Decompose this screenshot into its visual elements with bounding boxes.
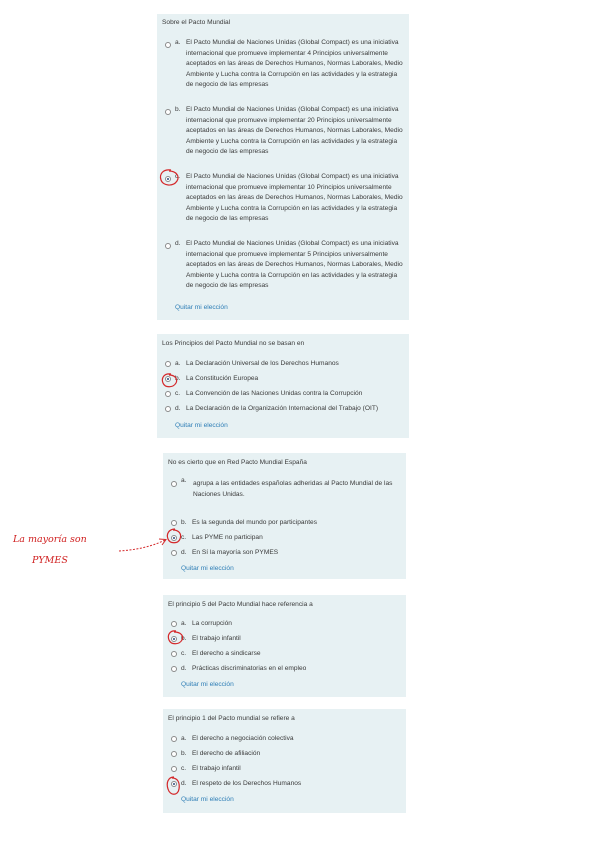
option-letter: b. [175, 106, 181, 113]
option-b[interactable] [165, 105, 403, 169]
option-text: El trabajo infantil [192, 635, 241, 642]
option-letter: c. [175, 173, 181, 180]
radio-button[interactable] [171, 736, 177, 742]
option-text: El trabajo infantil [192, 765, 241, 772]
question-card-4 [163, 595, 406, 697]
option-text: La Constitución Europea [186, 375, 259, 382]
question-text: Sobre el Pacto Mundial [162, 19, 231, 26]
option-d[interactable] [171, 664, 400, 675]
radio-button-selected[interactable] [165, 376, 171, 382]
option-b[interactable] [165, 374, 403, 385]
option-text: Es la segunda del mundo por participantes [192, 519, 317, 526]
clear-choice-link[interactable]: Quitar mi elección [175, 304, 228, 311]
option-letter: c. [181, 765, 187, 772]
radio-button[interactable] [165, 406, 171, 412]
option-d[interactable] [165, 404, 403, 415]
option-c[interactable] [171, 649, 400, 660]
option-letter: d. [181, 665, 187, 672]
option-letter: a. [175, 360, 181, 367]
radio-button[interactable] [165, 42, 171, 48]
option-b[interactable] [171, 634, 400, 645]
radio-button[interactable] [171, 621, 177, 627]
option-text: El derecho a negociación colectiva [192, 735, 294, 742]
option-d[interactable] [165, 239, 403, 303]
handwritten-note-line1: La mayoría son [13, 534, 87, 545]
option-text: El derecho de afiliación [192, 750, 261, 757]
option-c[interactable] [165, 389, 403, 400]
clear-choice-link[interactable]: Quitar mi elección [175, 422, 228, 429]
option-text: El Pacto Mundial de Naciones Unidas (Global Compact) es una iniciativa internacional que promueve implementar 20 Principios universalmente aceptados en las áreas de Derechos Humanos, Normas Laborales, Medio Ambiente y Lucha contra la Corrupción en las actividades y la estrategia de negocio de las empresas [186, 106, 403, 156]
option-letter: d. [175, 405, 181, 412]
option-text: La corrupción [192, 620, 232, 627]
clear-choice-link[interactable]: Quitar mi elección [181, 681, 234, 688]
option-text: El Pacto Mundial de Naciones Unidas (Global Compact) es una iniciativa internacional que promueve implementar 10 Principios universalmente aceptados en las áreas de Derechos Humanos, Normas Laborales, Medio Ambiente y Lucha contra la Corrupción en las actividades y la estrategia de negocio de las empresas [186, 173, 403, 223]
radio-button[interactable] [165, 243, 171, 249]
option-letter: d. [181, 780, 187, 787]
question-text: El principio 1 del Pacto mundial se refiere a [168, 715, 295, 722]
option-c[interactable] [165, 172, 403, 236]
option-d[interactable] [171, 548, 400, 559]
option-letter: b. [181, 635, 187, 642]
option-text: El Pacto Mundial de Naciones Unidas (Global Compact) es una iniciativa internacional que promueve implementar 5 Principios universalmente aceptados en las áreas de Derechos Humanos, Normas Laborales, Medio Ambiente y Lucha contra la Corrupción en las actividades y la estrategia de negocio de las empresas [186, 240, 403, 290]
option-letter: c. [175, 390, 181, 397]
question-card-5 [163, 709, 406, 813]
option-text: El respeto de los Derechos Humanos [192, 780, 302, 787]
option-text: El Pacto Mundial de Naciones Unidas (Global Compact) es una iniciativa internacional que promueve implementar 4 Principios universalmente aceptados en las áreas de Derechos Humanos, Normas Laborales, Medio Ambiente y Lucha contra la Corrupción en las actividades y la estrategia de negocio de las empresas [186, 39, 403, 89]
option-letter: d. [175, 240, 181, 247]
option-b[interactable] [171, 749, 400, 760]
option-letter: c. [181, 650, 187, 657]
option-a[interactable] [165, 38, 403, 102]
question-text: El principio 5 del Pacto Mundial hace referencia a [168, 601, 313, 608]
option-d[interactable] [171, 779, 400, 790]
radio-button[interactable] [165, 391, 171, 397]
handwritten-note-line2: PYMES [32, 555, 68, 566]
question-card-3 [163, 453, 406, 579]
option-b[interactable] [171, 518, 400, 529]
question-card-1 [157, 14, 409, 320]
radio-button-selected[interactable] [171, 781, 177, 787]
option-letter: d. [181, 549, 187, 556]
option-text: Las PYME no participan [192, 534, 263, 541]
radio-button[interactable] [165, 361, 171, 367]
radio-button[interactable] [171, 550, 177, 556]
option-text: La Declaración de la Organización Internacional del Trabajo (OIT) [186, 405, 379, 412]
radio-button[interactable] [171, 520, 177, 526]
question-text: No es cierto que en Red Pacto Mundial España [168, 459, 307, 466]
question-card-2 [157, 334, 409, 438]
option-letter: b. [181, 519, 187, 526]
radio-button[interactable] [165, 109, 171, 115]
radio-button-selected[interactable] [171, 535, 177, 541]
radio-button[interactable] [171, 651, 177, 657]
option-letter: b. [181, 750, 187, 757]
option-text: El derecho a sindicarse [192, 650, 261, 657]
option-letter: a. [181, 477, 187, 484]
option-c[interactable] [171, 533, 400, 544]
option-letter: a. [181, 620, 187, 627]
option-a[interactable] [165, 359, 403, 370]
radio-button-selected[interactable] [165, 176, 171, 182]
option-text: Prácticas discriminatorias en el empleo [192, 665, 307, 672]
radio-button[interactable] [171, 751, 177, 757]
option-text: La Convención de las Naciones Unidas contra la Corrupción [186, 390, 363, 397]
radio-button[interactable] [171, 766, 177, 772]
clear-choice-link[interactable]: Quitar mi elección [181, 796, 234, 803]
radio-button-selected[interactable] [171, 636, 177, 642]
question-text: Los Principios del Pacto Mundial no se basan en [162, 340, 305, 347]
option-text: En Sí la mayoría son PYMES [192, 549, 279, 556]
option-a[interactable] [171, 619, 400, 630]
option-a[interactable] [171, 479, 400, 501]
option-letter: c. [181, 534, 187, 541]
clear-choice-link[interactable]: Quitar mi elección [181, 565, 234, 572]
option-letter: b. [175, 375, 181, 382]
radio-button[interactable] [171, 666, 177, 672]
option-letter: a. [181, 735, 187, 742]
radio-button[interactable] [171, 481, 177, 487]
option-a[interactable] [171, 734, 400, 745]
option-text: La Declaración Universal de los Derechos Humanos [186, 360, 339, 367]
option-c[interactable] [171, 764, 400, 775]
option-letter: a. [175, 39, 181, 46]
option-text: agrupa a las entidades españolas adheridas al Pacto Mundial de las Naciones Unidas. [193, 480, 393, 498]
